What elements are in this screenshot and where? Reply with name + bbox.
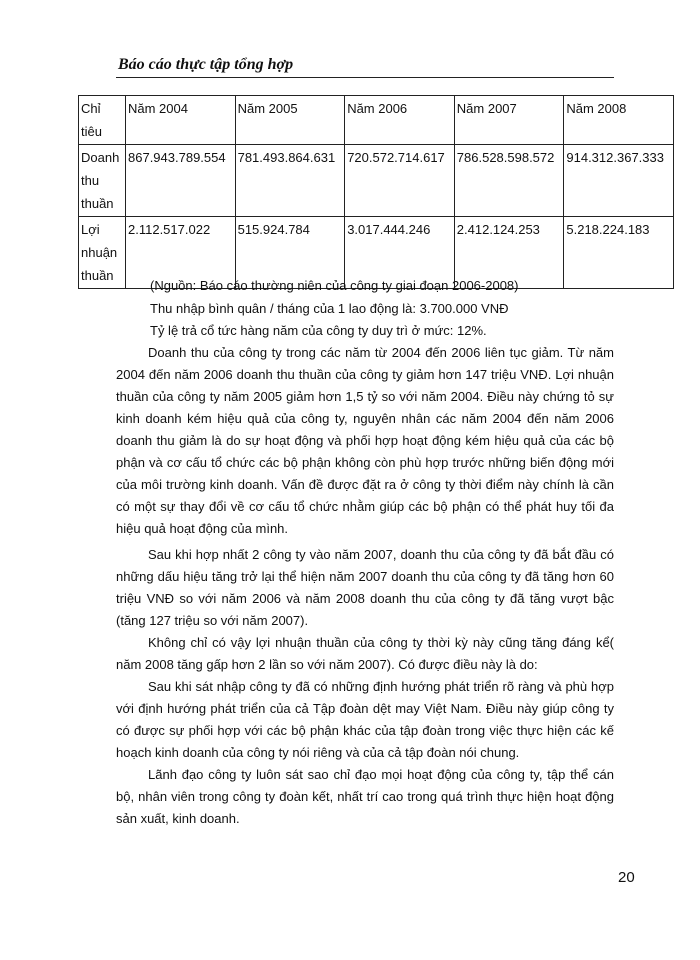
table-cell: 914.312.367.333	[564, 145, 674, 217]
column-header: Năm 2005	[235, 96, 345, 145]
row-label: Lợi nhuận thuần	[79, 217, 126, 289]
row-label: Doanh thu thuần	[79, 145, 126, 217]
paragraph-reason-orientation: Sau khi sát nhập công ty đã có những định hướng phát triển rõ ràng và phù hợp với định hướng phát triển của cả Tập đoàn dệt may Việt Nam. Điều này giúp công ty có được sự phối hợp với các bộ phận khác của tập đoàn trong việc thực hiện các kế hoạch kinh doanh của công ty nói riêng và của cả tập đoàn nói chung.	[116, 679, 614, 760]
document-header-title: Báo cáo thực tập tổng hợp	[118, 56, 294, 73]
table-cell: 867.943.789.554	[126, 145, 236, 217]
column-header: Chỉ tiêu	[79, 96, 126, 145]
column-header: Năm 2007	[454, 96, 564, 145]
table-cell: 786.528.598.572	[454, 145, 564, 217]
column-header: Năm 2008	[564, 96, 674, 145]
table-cell: 515.924.784	[235, 217, 345, 289]
table-cell: 2.112.517.022	[126, 217, 236, 289]
source-note: (Nguồn: Báo cáo thường niên của công ty giai đoạn 2006-2008)	[150, 278, 519, 293]
column-header: Năm 2006	[345, 96, 455, 145]
table-cell: 2.412.124.253	[454, 217, 564, 289]
income-note: Thu nhập bình quân / tháng của 1 lao động là: 3.700.000 VNĐ	[150, 301, 509, 316]
paragraph-merger-growth: Sau khi hợp nhất 2 công ty vào năm 2007, doanh thu của công ty đã bắt đầu có những dấu hiệu tăng trở lại thể hiện năm 2007 doanh thu của công ty đã tăng hơn 60 triệu VNĐ so với năm 2006 và năm 2008 doanh thu của công ty đã tăng vượt bậc (tăng 127 triệu so với năm 2007).	[116, 547, 614, 628]
table-header-row	[79, 96, 674, 145]
table-cell: 5.218.224.183	[564, 217, 674, 289]
financial-table	[78, 95, 674, 289]
paragraph-revenue-decline: Doanh thu của công ty trong các năm từ 2004 đến 2006 liên tục giảm. Từ năm 2004 đến năm 2006 doanh thu thuần của công ty giảm hơn 147 triệu VNĐ. Lợi nhuận thuần của công ty năm 2005 giảm hơn 1,5 tỷ so với năm 2004. Điều này chứng tỏ sự kinh doanh kém hiệu quả của công ty, nguyên nhân các năm 2004 đến năm 2006 doanh thu giảm là do sự hoạt động và phối hợp hoạt động kém hiệu quả của các bộ phận và cơ cấu tổ chức các bộ phận không còn phù hợp trước những biến động mới của môi trường kinh doanh. Vấn đề được đặt ra ở công ty thời điểm này chính là cần có một sự thay đổi về cơ cấu tổ chức nhằm giúp các bộ phận có thể phát huy tối đa hiệu quả hoạt động của mình.	[116, 345, 614, 536]
column-header: Năm 2004	[126, 96, 236, 145]
page-number: 20	[618, 869, 635, 886]
table-row	[79, 145, 674, 217]
dividend-note: Tỷ lệ trả cổ tức hàng năm của công ty duy trì ở mức: 12%.	[150, 323, 487, 338]
paragraph-profit-increase: Không chỉ có vậy lợi nhuận thuần của công ty thời kỳ này cũng tăng đáng kể( năm 2008 tăng gấp hơn 2 lần so với năm 2007). Có được điều này là do:	[116, 635, 614, 672]
header-divider	[116, 77, 614, 78]
table-cell: 3.017.444.246	[345, 217, 455, 289]
table-cell: 720.572.714.617	[345, 145, 455, 217]
paragraph-reason-leadership: Lãnh đạo công ty luôn sát sao chỉ đạo mọi hoạt động của công ty, tập thể cán bộ, nhân viên trong công ty đoàn kết, nhất trí cao trong quá trình thực hiện hoạt động sản xuất, kinh doanh.	[116, 767, 614, 826]
table-cell: 781.493.864.631	[235, 145, 345, 217]
